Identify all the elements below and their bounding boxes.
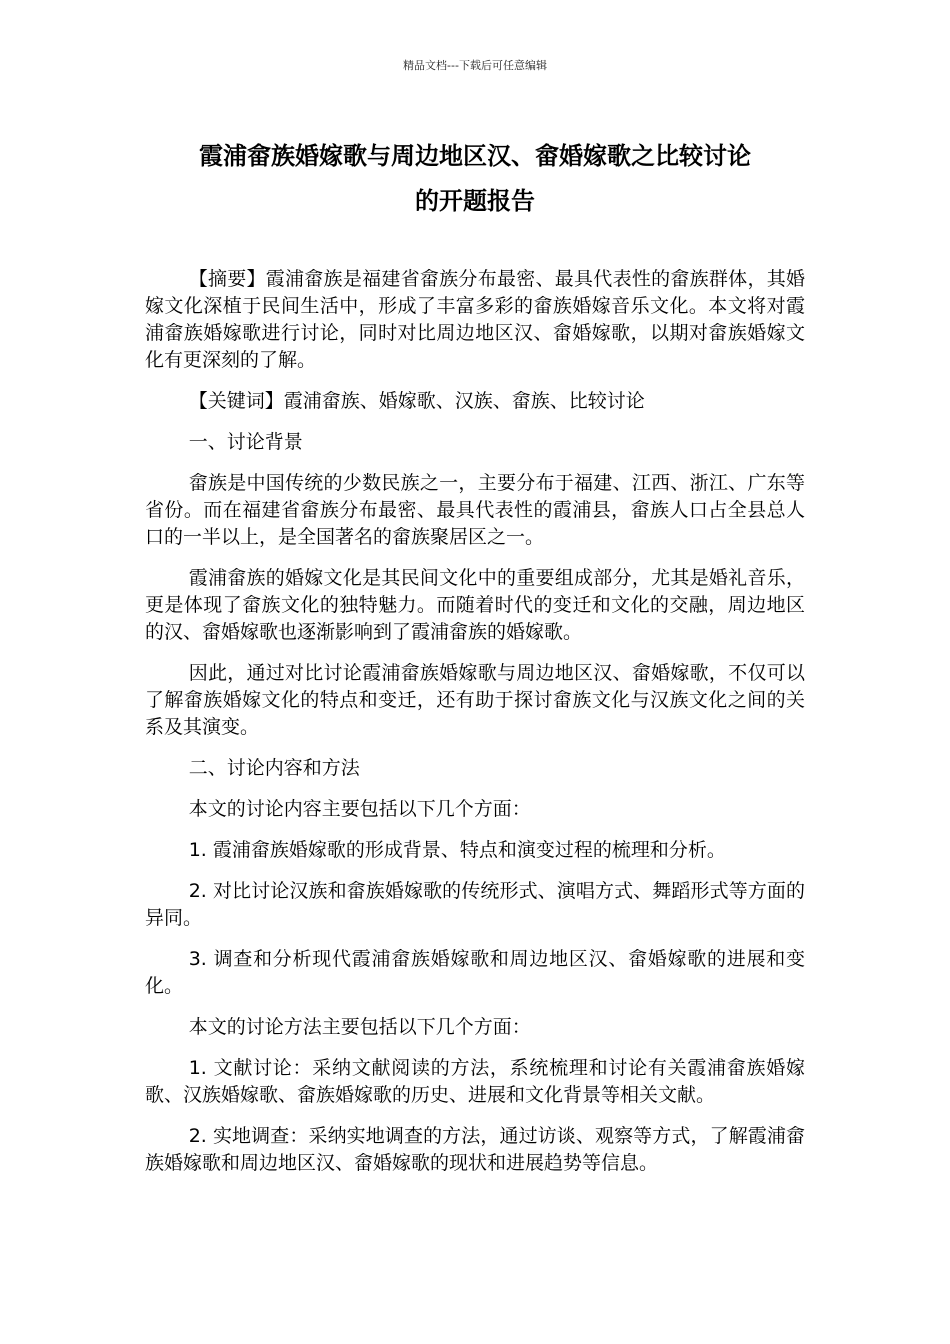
section-heading-content-method: 二、讨论内容和方法 bbox=[188, 757, 360, 779]
list-item: 1. 文献讨论：采纳文献阅读的方法，系统梳理和讨论有关霞浦畲族婚嫁歌、汉族婚嫁歌、畲族婚嫁歌的历史、进展和文化背景等相关文献。 bbox=[145, 1057, 805, 1106]
header-note: 精品文档---下载后可任意编辑 bbox=[403, 59, 547, 72]
section-heading-background: 一、讨论背景 bbox=[188, 431, 303, 453]
abstract-paragraph: 【摘要】霞浦畲族是福建省畲族分布最密、最具代表性的畲族群体，其婚嫁文化深植于民间生活中，形成了丰富多彩的畲族婚嫁音乐文化。本文将对霞浦畲族婚嫁歌进行讨论，同时对比周边地区汉、畲婚嫁歌，以期对畲族婚嫁文化有更深刻的了解。 bbox=[145, 268, 805, 371]
title-line-1: 霞浦畲族婚嫁歌与周边地区汉、畲婚嫁歌之比较讨论 bbox=[199, 142, 751, 170]
document-title bbox=[140, 134, 810, 224]
body-paragraph: 本文的讨论内容主要包括以下几个方面： bbox=[188, 798, 531, 820]
body-paragraph: 因此，通过对比讨论霞浦畲族婚嫁歌与周边地区汉、畲婚嫁歌，不仅可以了解畲族婚嫁文化的特点和变迁，还有助于探讨畲族文化与汉族文化之间的关系及其演变。 bbox=[145, 662, 805, 738]
list-item: 2. 实地调查：采纳实地调查的方法，通过访谈、观察等方式，了解霞浦畲族婚嫁歌和周边地区汉、畲婚嫁歌的现状和进展趋势等信息。 bbox=[145, 1125, 805, 1174]
list-item: 3. 调查和分析现代霞浦畲族婚嫁歌和周边地区汉、畲婚嫁歌的进展和变化。 bbox=[145, 948, 805, 997]
body-paragraph: 畲族是中国传统的少数民族之一，主要分布于福建、江西、浙江、广东等省份。而在福建省畲族分布最密、最具代表性的霞浦县，畲族人口占全县总人口的一半以上，是全国著名的畲族聚居区之一。 bbox=[145, 472, 805, 548]
document-body bbox=[145, 266, 805, 1191]
list-item: 2. 对比讨论汉族和畲族婚嫁歌的传统形式、演唱方式、舞蹈形式等方面的异同。 bbox=[145, 880, 805, 929]
keywords-paragraph: 【关键词】霞浦畲族、婚嫁歌、汉族、畲族、比较讨论 bbox=[188, 390, 645, 412]
list-item: 1. 霞浦畲族婚嫁歌的形成背景、特点和演变过程的梳理和分析。 bbox=[188, 839, 726, 861]
body-paragraph: 本文的讨论方法主要包括以下几个方面： bbox=[188, 1016, 531, 1038]
body-paragraph: 霞浦畲族的婚嫁文化是其民间文化中的重要组成部分，尤其是婚礼音乐，更是体现了畲族文化的独特魅力。而随着时代的变迁和文化的交融，周边地区的汉、畲婚嫁歌也逐渐影响到了霞浦畲族的婚嫁歌。 bbox=[145, 567, 805, 643]
title-line-2: 的开题报告 bbox=[415, 187, 535, 215]
